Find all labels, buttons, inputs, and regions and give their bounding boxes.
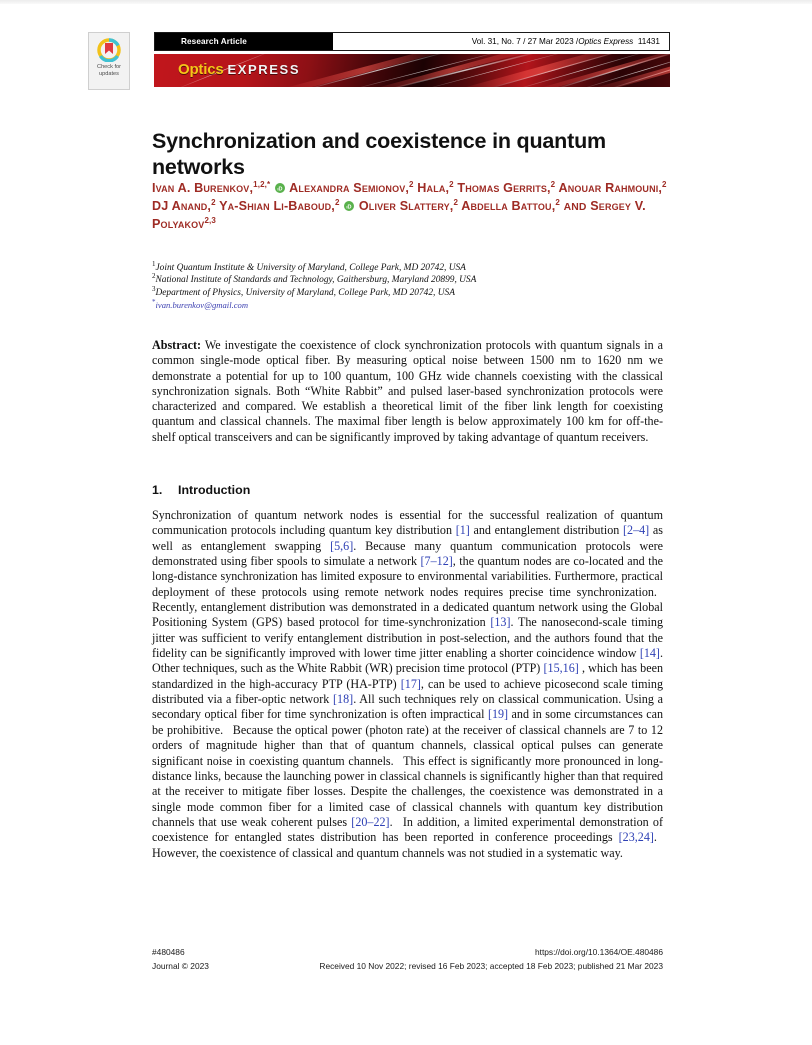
citation-ref[interactable]: [2–4] — [623, 523, 650, 538]
header-right — [154, 32, 670, 90]
copyright-text: Journal © 2023 — [152, 960, 209, 971]
affiliation-text: Joint Quantum Institute & University of Maryland, College Park, MD 20742, USA — [155, 263, 466, 273]
author-name: Ya-Shian Li-Baboud, — [219, 198, 335, 213]
section-number: 1. — [152, 483, 163, 497]
citation-ref[interactable]: [17] — [400, 676, 421, 691]
citation-ref[interactable]: [14] — [639, 646, 660, 661]
manuscript-id: #480486 — [152, 947, 185, 957]
abstract-text: We investigate the coexistence of clock synchronization protocols with quantum signals in a common single-mode optical fiber. By measuring optical noise between 1500 nm to 1620 nm we demonstrate a potential for up to 100 quantum, 100 GHz wide channels coexisting with the classical synchronization signals. Both “White Rabbit” and pulsed laser-based synchronization protocols were characterized and compared. We establish a theoretical limit of the fiber link length for coexisting quantum and classical channels. The maximal fiber length is below approximately 100 km for off-the-shelf optical transceivers and can be significantly improved by taking advantage of quantum receivers. — [152, 338, 663, 444]
article-type-label: Research Article — [155, 33, 333, 50]
footer-row-bottom — [152, 960, 663, 973]
footer-row-top — [152, 946, 663, 959]
corresponding-email[interactable] — [152, 299, 668, 311]
author-affil-marker: 2 — [409, 179, 414, 189]
author-name: Oliver Slattery, — [358, 198, 454, 213]
journal-topbar — [154, 32, 670, 51]
journal-logo-optics: Optics — [178, 61, 224, 78]
svg-text:iD: iD — [277, 186, 283, 193]
citation-volume-date: Vol. 31, No. 7 / 27 Mar 2023 / — [471, 37, 579, 46]
affiliation-list — [152, 259, 668, 312]
author-name: Thomas Gerrits, — [457, 181, 551, 195]
orcid-icon[interactable] — [344, 199, 354, 209]
author-list-conjunction: AND — [563, 201, 587, 213]
doi-link[interactable]: https://doi.org/10.1364/OE.480486 — [534, 947, 663, 957]
introduction-body — [152, 508, 663, 861]
affiliation-text: Department of Physics, University of Maryland, College Park, MD 20742, USA — [155, 287, 455, 298]
author-affil-marker: 2 — [550, 179, 556, 189]
author-affil-marker: 1,2,* — [253, 179, 271, 189]
affiliation-marker: 1 — [152, 259, 156, 268]
page-top-edge — [0, 0, 812, 4]
author-name: Abdella Battou, — [461, 198, 556, 213]
author-affil-marker: 2 — [449, 179, 454, 189]
author-affil-marker: 2,3 — [204, 216, 217, 225]
citation-ref[interactable]: [23,24] — [618, 830, 654, 845]
author-name: Hala, — [417, 181, 450, 195]
abstract-label: Abstract: — [152, 338, 202, 352]
citation-ref[interactable]: [19] — [487, 707, 509, 722]
author-name: Anouar Rahmouni, — [558, 181, 663, 195]
affiliation-marker: 3 — [152, 284, 156, 293]
corresponding-marker: * — [152, 298, 156, 307]
affiliation-text: National Institute of Standards and Technology, Gaithersburg, Maryland 20899, USA — [155, 275, 477, 286]
author-affil-marker: 2 — [453, 197, 459, 207]
page-footer — [152, 946, 663, 972]
svg-text:iD: iD — [346, 203, 352, 210]
publication-dates: Received 10 Nov 2022; revised 16 Feb 2023; accepted 18 Feb 2023; published 21 Mar 2023 — [319, 960, 663, 971]
citation-ref[interactable]: [15,16] — [543, 661, 579, 676]
citation-ref[interactable]: [1] — [455, 523, 470, 538]
author-name: Alexandra Semionov, — [289, 181, 410, 195]
journal-logo — [178, 61, 300, 79]
author-affil-marker: 2 — [555, 197, 560, 207]
author-affil-marker: 2 — [334, 197, 340, 207]
citation-ref[interactable]: [5,6] — [330, 538, 354, 553]
check-badge-label — [97, 64, 121, 78]
optics-express-banner — [154, 54, 670, 87]
section-title: Introduction — [178, 483, 251, 497]
check-badge-line1: Check for — [97, 64, 121, 70]
author-name: Sergey V. Polyakov — [152, 198, 646, 232]
citation-journal-name: Optics Express — [578, 37, 634, 46]
citation-page-number: 11431 — [637, 37, 660, 46]
check-badge-line2: updates — [99, 71, 119, 77]
citation-ref[interactable]: [13] — [490, 615, 511, 630]
paragraph: Synchronization of quantum network nodes is essential for the successful realization of quantum communication protocols including quantum key distribution [1] and entanglement distribution [2–4] as well as entanglement swapping [5,6]. Because many quantum communication protocols were demonstrated using fiber spools to simulate a network [7–12], the quantum nodes are co-located and the long-distance synchronization has limited exposure to environmental variabilities. Furthermore, practical deployment of these protocols using remote network nodes requires precise time synchronization. Recently, entanglement distribution was demonstrated in a dedicated quantum network using the Global Positioning System (GPS) based protocol for time-synchronization [13]. The nanosecond-scale timing jitter was sufficient to verify entanglement distribution in post-selection, and the authors found that the fidelity can be significantly improved with lower time jitter enabling a shorter coincidence window [14]. Other techniques, such as the White Rabbit (WR) precision time protocol (PTP) [15,16] , which has been standardized in the high-accuracy PTP (HA-PTP) [17], can be used to achieve picosecond scale timing distributed via a fiber-optic network [18]. All such techniques rely on classical communication. Using a secondary optical fiber for time synchronization is often impractical [19] and in some circumstances can be prohibitive. Because the optical power (photon rate) at the receiver of classical channels are 7 to 12 orders of magnitude higher than that of quantum channels, classical optical pulses can generate significant noise in coexisting quantum channels. This effect is significantly more pronounced in long-distance links, because the launching power in classical channels is significantly higher than that required at the receiver to mitigate fiber losses. Despite the challenges, the coexistence was demonstrated in a single mode common fiber for a limited case of classical channels with quantum key distribution channels that use weak coherent pulses [20–22]. In addition, a limited experimental demonstration of coexistence for entangled states distribution has been reported in conference proceedings [23,24]. However, the coexistence of classical and quantum channels was not studied in a systematic way. — [152, 508, 664, 860]
affiliation-item — [152, 274, 668, 286]
author-affil-marker: 2 — [662, 179, 667, 189]
citation-ref[interactable]: [7–12] — [420, 554, 453, 569]
section-heading-introduction — [152, 483, 663, 497]
page-title: Synchronization and coexistence in quantum networks — [152, 129, 606, 179]
citation-ref[interactable]: [20–22] — [351, 814, 390, 829]
author-name: Ivan A. Burenkov, — [152, 181, 254, 195]
affiliation-item — [152, 259, 668, 274]
affiliation-marker: 2 — [152, 272, 156, 281]
citation-ref[interactable]: [18] — [333, 692, 354, 707]
journal-header — [88, 32, 670, 94]
orcid-icon[interactable] — [275, 181, 285, 191]
journal-logo-express: EXPRESS — [227, 62, 301, 77]
abstract-block — [152, 338, 663, 445]
author-name: DJ Anand, — [152, 198, 212, 213]
corresponding-email-text: ivan.burenkov@gmail.com — [155, 300, 249, 311]
author-list — [152, 180, 668, 234]
author-affil-marker: 2 — [211, 197, 216, 207]
citation-line — [333, 33, 669, 50]
check-for-updates-badge[interactable] — [88, 32, 130, 90]
crossmark-icon — [97, 38, 121, 62]
affiliation-item — [152, 284, 668, 299]
